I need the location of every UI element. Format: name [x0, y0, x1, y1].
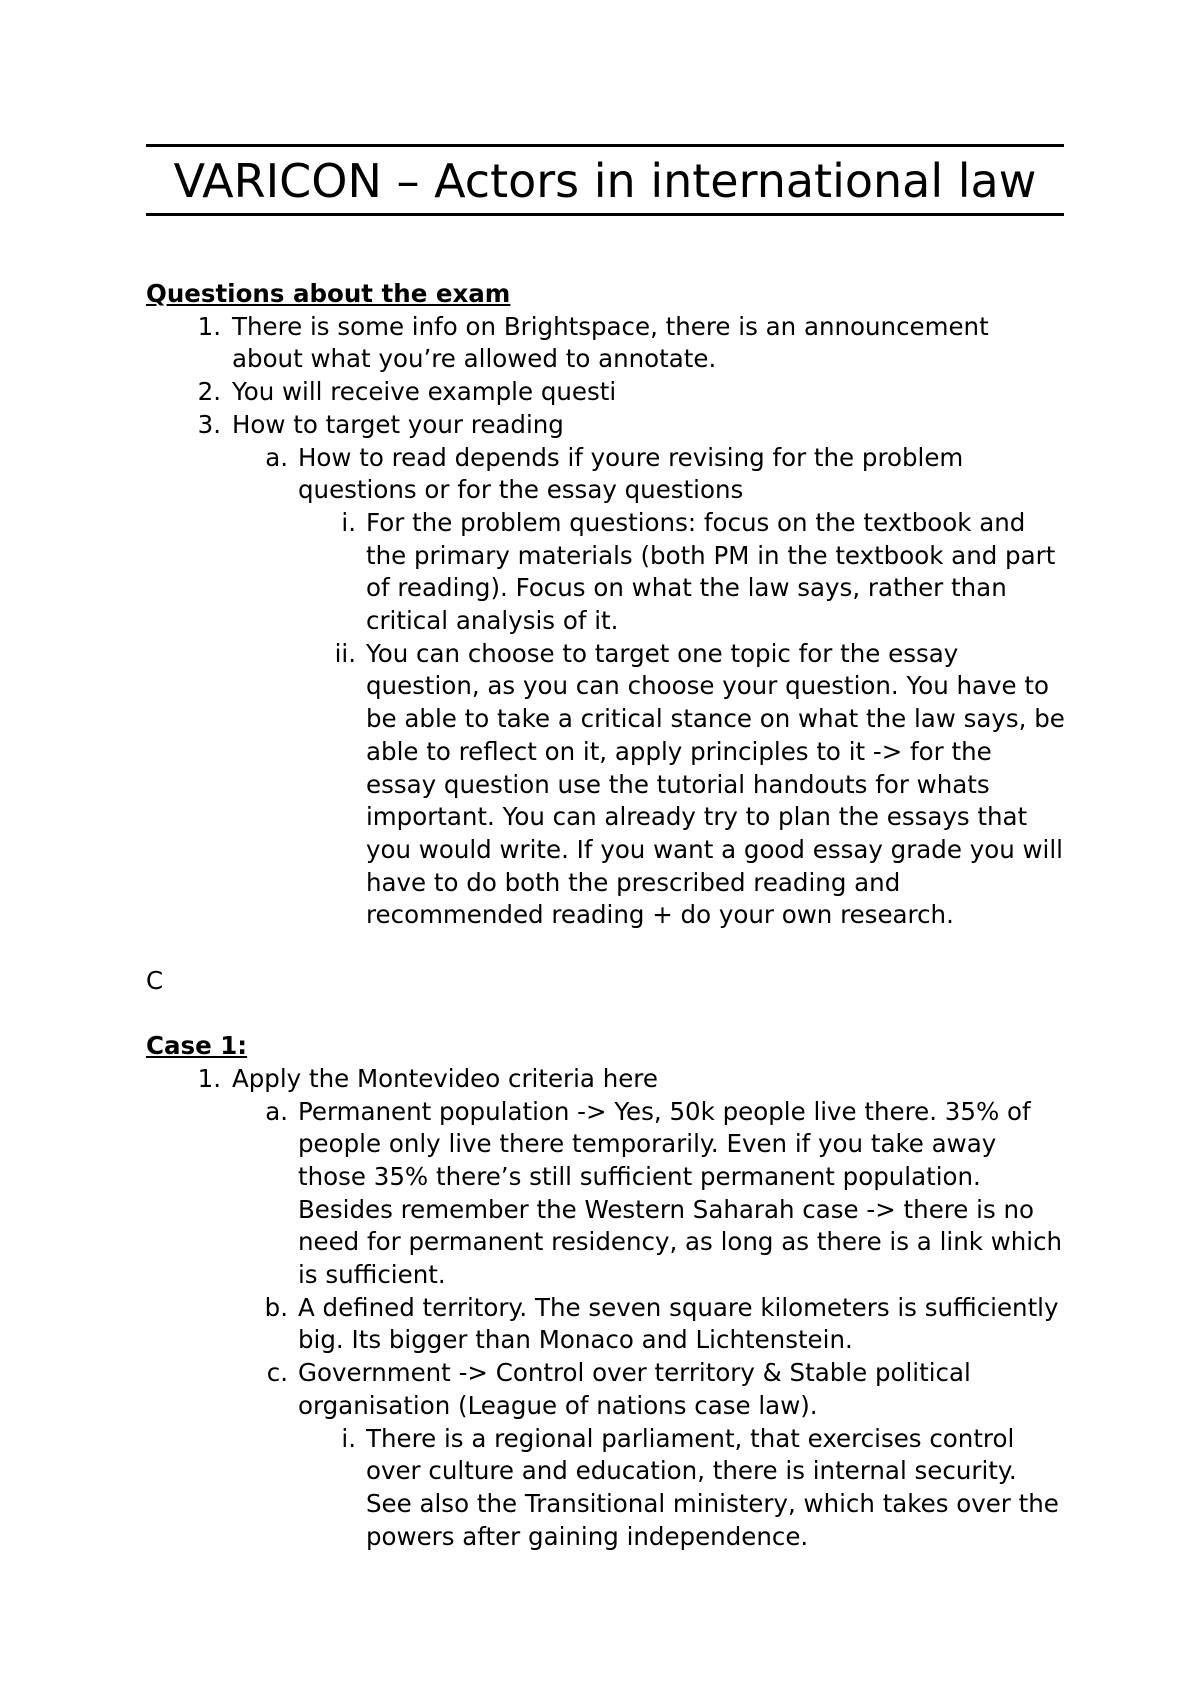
title-block: [146, 144, 1064, 216]
list-item: [146, 1423, 1066, 1554]
section-heading-case-1: Case 1:: [146, 1031, 248, 1061]
list-item: [146, 311, 1066, 376]
section-heading-exam: Questions about the exam: [146, 279, 511, 308]
list-item-text: A defined territory. The seven square kilometers is sufficiently big. Its bigger than Monaco and Lichtenstein.: [298, 1292, 1059, 1355]
list-marker: i.: [341, 507, 356, 537]
list-item-text: For the problem questions: focus on the textbook and the primary materials (both PM in the textbook and part of reading). Focus on what the law says, rather than critical analysis of it.: [366, 507, 1056, 636]
list-marker: c.: [266, 1358, 288, 1388]
list-item: [146, 1096, 1066, 1292]
list-item: [146, 638, 1066, 932]
list-marker: a.: [265, 1096, 288, 1126]
list-item-text: How to target your reading: [232, 409, 564, 439]
list-item: [146, 1357, 1066, 1422]
list-marker: 3.: [197, 409, 221, 439]
list-marker: 2.: [197, 377, 221, 407]
list-item: [146, 409, 1066, 442]
list-marker: b.: [264, 1292, 288, 1322]
list-item-text: Government -> Control over territory & Stable political organisation (League of nations case law).: [298, 1358, 971, 1420]
list-marker: 1.: [197, 1063, 221, 1093]
list-item: [146, 376, 1066, 409]
list-item: [146, 1063, 1066, 1096]
list-item-text: You will receive example questi: [232, 377, 617, 407]
spacer: [146, 997, 1066, 1030]
list-item-text: Permanent population -> Yes, 50k people live there. 35% of people only live there temporarily. Even if you take away those 35% there’s still sufficient permanent population. Besides remember the Western Saharah case -> there is no need for permanent residency, as long as there is a link which is sufficient.: [298, 1096, 1063, 1290]
list-item-text: There is a regional parliament, that exercises control over culture and education, there is internal security. See also the Transitional ministery, which takes over the powers after gaining independence.: [366, 1423, 1059, 1551]
list-item-text: You can choose to target one topic for the essay question, as you can choose your question. You have to be able to take a critical stance on what the law says, be able to reflect on it, apply principles to it -> for the essay question use the tutorial handouts for whats important. You can already try to plan the essays that you would write. If you want a good essay grade you will have to do both the prescribed reading and recommended reading + do your own research.: [366, 638, 1065, 930]
list-marker: a.: [265, 442, 288, 472]
list-item-text: Apply the Montevideo criteria here: [232, 1063, 658, 1093]
list-item-text: There is some info on Brightspace, there is an announcement about what you’re allowed to annotate.: [232, 311, 989, 374]
list-item-text: How to read depends if youre revising for the problem questions or for the essay questions: [298, 442, 964, 505]
list-marker: i.: [341, 1423, 356, 1453]
list-item: [146, 507, 1066, 638]
list-item: [146, 442, 1066, 507]
document-title: VARICON – Actors in international law: [173, 154, 1037, 208]
list-item: [146, 1292, 1066, 1357]
stray-text: C: [146, 965, 164, 995]
list-marker: ii.: [334, 638, 356, 668]
document-body: [146, 278, 1066, 1553]
list-marker: 1.: [197, 311, 221, 341]
spacer: [146, 932, 1066, 965]
